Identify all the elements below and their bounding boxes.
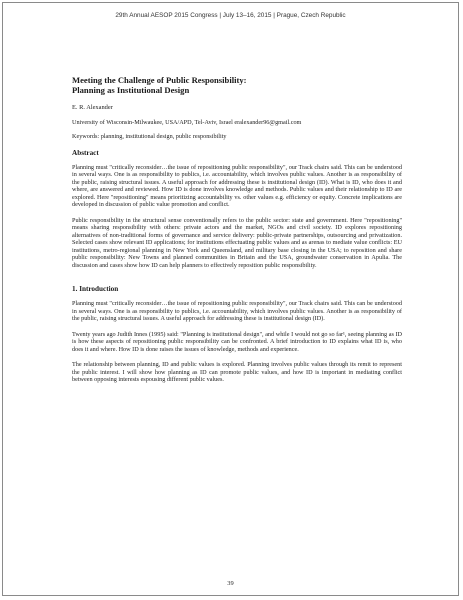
author-affiliation: University of Wisconsin-Milwaukee, USA/APD, Tel-Aviv, Israel eralexander96@gmail.com: [72, 118, 302, 126]
paper-title-line-1: Meeting the Challenge of Public Responsibility:: [72, 75, 247, 85]
abstract-paragraph-2: Public responsibility in the structural sense conventionally refers to the public sector: state and government. Here "repositioning" means sharing responsibility with others: private actors and the market, NGOs and civil society. ID explores repositioning alternatives of non-traditional forms of governance and service delivery: public-private partnerships, outsourcing and privatization. Selected cases show relevant ID applications; for institutions effectuating public values and as arenas to mediate value conflicts: EU institutions, metro-regional planning in New York and Queensland, and military base closing in the USA; to reposition and share public responsibility: New Towns and planned communities in Britain and the USA, groundwater conservation in Apulia. The discussion and cases show how ID can help planners to effectively reposition public responsibility.: [72, 216, 402, 269]
paper-body: [72, 75, 402, 392]
introduction-heading: 1. Introduction: [72, 285, 119, 293]
page-frame: [2, 2, 459, 596]
abstract-paragraph-1: Planning must "critically reconsider…the issue of repositioning public responsibility", our Track chairs said. This can be understood in several ways. One is as responsibility to publics, i.e. accountability, which involves public values. Another is as responsibility of the public, raising structural issues. A useful approach for addressing these is institutional design (ID). What is ID, who does it and where, are answered and reviewed. How ID is done involves knowledge and methods. Public values and their relationship to ID are explored. Here "repositioning" means prioritizing accountability vs. other values e.g. efficiency or equity. Concrete implications are developed in discussion of public value promotion and conflict.: [72, 163, 402, 208]
introduction-paragraph-2: Twenty years ago Judith Innes (1995) said: "Planning is institutional design", and while I would not go so far¹, seeing planning as ID is how these aspects of repositioning public responsibility can be confronted. A brief introduction to ID explains what ID is, who does it and where. How ID is done raises the issues of knowledge, methods and experience.: [72, 330, 402, 353]
page-number: 39: [227, 580, 234, 587]
section-spacer: [72, 277, 402, 285]
abstract-heading: Abstract: [72, 148, 99, 157]
paper-title: [72, 75, 402, 95]
introduction-paragraph-1: Planning must "critically reconsider…the issue of repositioning public responsibility", our Track chairs said. This can be understood in several ways. One is as responsibility to publics, i.e. accountability, which involves public values. Another is as responsibility of the public, raising structural issues. A useful approach for addressing these is institutional design (ID).: [72, 300, 402, 322]
author-name: E. R. Alexander: [72, 104, 113, 111]
running-header: 29th Annual AESOP 2015 Congress | July 13–16, 2015 | Prague, Czech Republic: [115, 12, 346, 19]
paper-title-line-2: Planning as Institutional Design: [72, 85, 190, 95]
keywords: Keywords: planning, institutional design, public responsibility: [72, 133, 227, 140]
introduction-paragraph-3: The relationship between planning, ID and public values is explored. Planning involves public values through its remit to represent the public interest. I will show how planning as ID can promote public values, and how ID is important in mediating conflict between opposing interests espousing different public values.: [72, 361, 402, 383]
